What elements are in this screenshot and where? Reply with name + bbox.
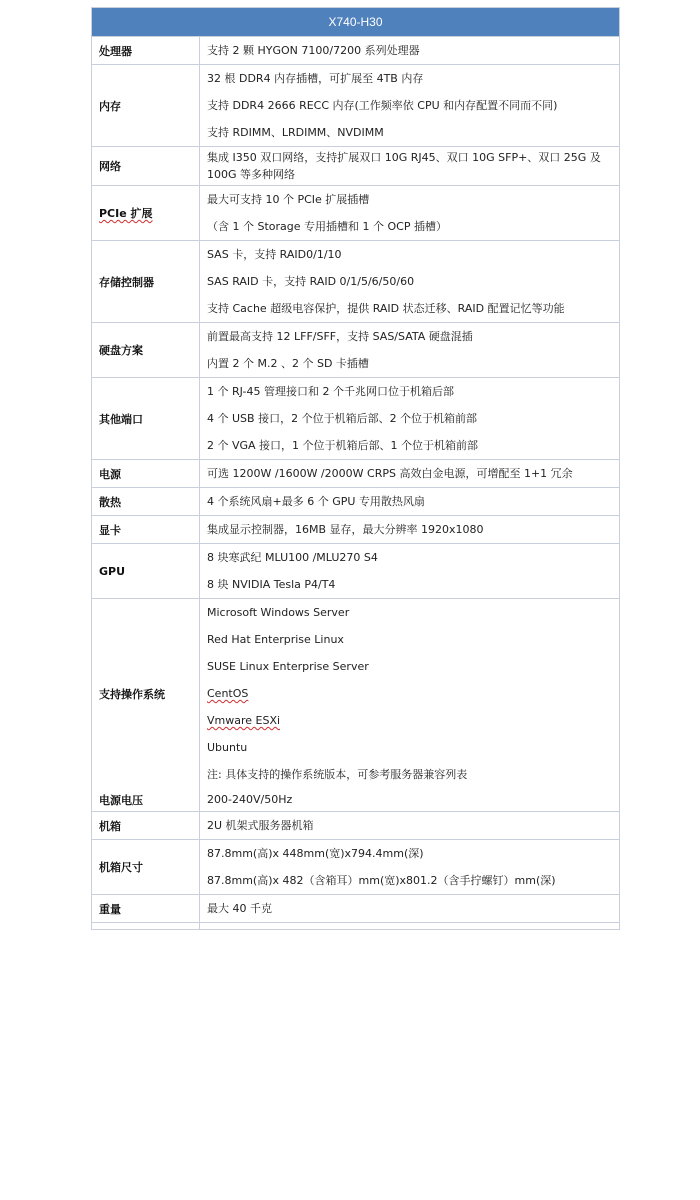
row-label-graphics: 显卡: [92, 516, 200, 544]
value-line: 32 根 DDR4 内存插槽，可扩展至 4TB 内存: [207, 72, 424, 85]
row-label-pcie-text: PCIe 扩展: [99, 207, 153, 220]
row-label-power: 电源: [92, 460, 200, 488]
row-label-network: 网络: [92, 147, 200, 186]
value-line: 支持 2 颗 HYGON 7100/7200 系列处理器: [207, 44, 420, 57]
value-line: 1 个 RJ-45 管理接口和 2 个千兆网口位于机箱后部: [207, 385, 454, 398]
row-value-network: [200, 147, 620, 186]
table-row: [92, 812, 620, 840]
row-label-pcie: [92, 186, 200, 241]
table-row: [92, 241, 620, 323]
row-value-gpu: [200, 544, 620, 599]
row-value-pcie: [200, 186, 620, 241]
table-row: [92, 378, 620, 460]
value-line: 支持 RDIMM、LRDIMM、NVDIMM: [207, 126, 384, 139]
value-line: 支持 Cache 超级电容保护，提供 RAID 状态迁移、RAID 配置记忆等功能: [207, 302, 565, 315]
value-line: Red Hat Enterprise Linux: [207, 633, 344, 646]
row-value-chassis: [200, 812, 620, 840]
row-label-weight: 重量: [92, 895, 200, 923]
value-line: 最大 40 千克: [207, 902, 272, 915]
table-row: [92, 840, 620, 895]
row-value-weight: [200, 895, 620, 923]
value-line: 注: 具体支持的操作系统版本，可参考服务器兼容列表: [207, 768, 468, 781]
row-value-graphics: [200, 516, 620, 544]
row-value-storage-controller: [200, 241, 620, 323]
value-line: SUSE Linux Enterprise Server: [207, 660, 369, 673]
table-row: [92, 788, 620, 812]
row-value-memory: [200, 65, 620, 147]
row-value-os: [200, 599, 620, 789]
spec-table: [91, 7, 620, 930]
value-line: 87.8mm(高)x 448mm(宽)x794.4mm(深): [207, 847, 424, 860]
row-label-memory: 内存: [92, 65, 200, 147]
row-value-cooling: [200, 488, 620, 516]
row-value-voltage: [200, 788, 620, 812]
table-row: [92, 488, 620, 516]
value-line: Ubuntu: [207, 741, 248, 754]
row-value-power: [200, 460, 620, 488]
value-line: 87.8mm(高)x 482（含箱耳）mm(宽)x801.2（含手拧螺钉）mm(深): [207, 874, 556, 887]
row-label-cpu: 处理器: [92, 37, 200, 65]
table-row: [92, 895, 620, 923]
table-row: [92, 544, 620, 599]
value-line: [207, 680, 613, 707]
table-row: [92, 460, 620, 488]
value-line: 2U 机架式服务器机箱: [207, 819, 314, 832]
os-vmware: Vmware ESXi: [207, 714, 281, 727]
row-label-dimensions: 机箱尺寸: [92, 840, 200, 895]
row-value-disk: [200, 323, 620, 378]
value-line: Microsoft Windows Server: [207, 606, 350, 619]
value-line: 前置最高支持 12 LFF/SFF，支持 SAS/SATA 硬盘混插: [207, 330, 473, 343]
table-row: [92, 37, 620, 65]
value-line: （含 1 个 Storage 专用插槽和 1 个 OCP 插槽）: [207, 220, 447, 233]
row-label-chassis: 机箱: [92, 812, 200, 840]
value-line: 内置 2 个 M.2 、2 个 SD 卡插槽: [207, 357, 369, 370]
os-centos: CentOS: [207, 687, 249, 700]
row-label-disk: 硬盘方案: [92, 323, 200, 378]
value-line: 集成显示控制器，16MB 显存，最大分辨率 1920x1080: [207, 523, 484, 536]
value-line: 可选 1200W /1600W /2000W CRPS 高效白金电源，可增配至 1+1 冗余: [207, 467, 573, 480]
value-line: SAS RAID 卡，支持 RAID 0/1/5/6/50/60: [207, 275, 415, 288]
table-row: [92, 65, 620, 147]
row-value-cpu: [200, 37, 620, 65]
table-row: [92, 599, 620, 789]
value-line: 集成 I350 双口网络，支持扩展双口 10G RJ45、双口 10G SFP+、双口 25G 及 100G 等多种网络: [207, 151, 601, 181]
value-line: 200-240V/50Hz: [207, 793, 293, 806]
table-title-row: [92, 8, 620, 37]
value-line: 最大可支持 10 个 PCIe 扩展插槽: [207, 193, 370, 206]
row-value-dimensions: [200, 840, 620, 895]
table-row: [92, 516, 620, 544]
row-label-cooling: 散热: [92, 488, 200, 516]
table-trailing-row: [92, 923, 620, 930]
spec-sheet: [91, 7, 619, 930]
table-title: X740-H30: [92, 8, 620, 37]
row-label-ports: 其他端口: [92, 378, 200, 460]
value-line: 8 块寒武纪 MLU100 /MLU270 S4: [207, 551, 378, 564]
trailing-cell: [92, 923, 200, 930]
value-line: 4 个 USB 接口，2 个位于机箱后部、2 个位于机箱前部: [207, 412, 478, 425]
row-label-voltage: 电源电压: [92, 788, 200, 812]
row-label-storage-controller: 存储控制器: [92, 241, 200, 323]
value-line: 8 块 NVIDIA Tesla P4/T4: [207, 578, 336, 591]
table-row: [92, 147, 620, 186]
value-line: 支持 DDR4 2666 RECC 内存(工作频率依 CPU 和内存配置不同而不同): [207, 99, 558, 112]
value-line: [207, 707, 613, 734]
table-row: [92, 323, 620, 378]
row-value-ports: [200, 378, 620, 460]
trailing-cell: [200, 923, 620, 930]
row-label-os: 支持操作系统: [92, 599, 200, 789]
value-line: 4 个系统风扇+最多 6 个 GPU 专用散热风扇: [207, 495, 425, 508]
value-line: SAS 卡，支持 RAID0/1/10: [207, 248, 342, 261]
table-row: [92, 186, 620, 241]
value-line: 2 个 VGA 接口，1 个位于机箱后部、1 个位于机箱前部: [207, 439, 479, 452]
row-label-gpu: GPU: [92, 544, 200, 599]
